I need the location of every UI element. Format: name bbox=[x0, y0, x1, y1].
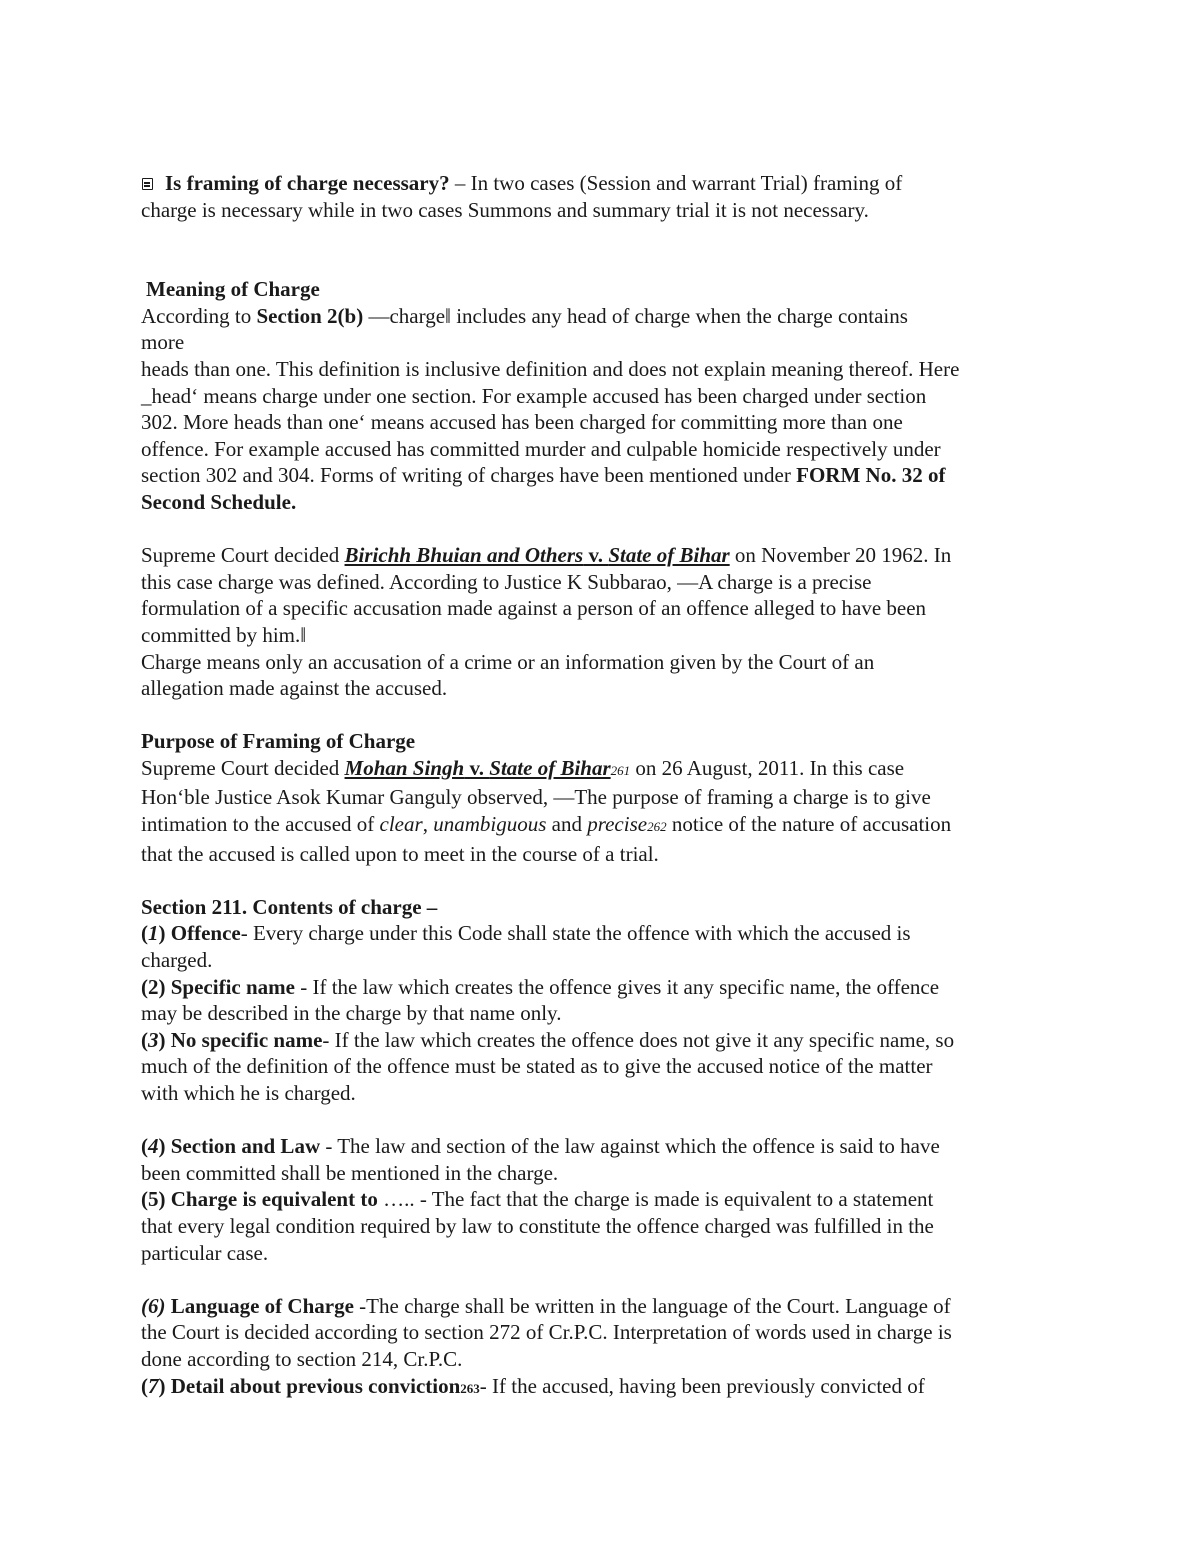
purpose-paragraph: Supreme Court decided Mohan Singh v. State of Bihar261 on 26 August, 2011. In this case Hon‘ble Justice Asok Kumar Ganguly observed, —The purpose of framing a charge is to give intimation to the accused of clear, unambiguous and precise262 notice of the nature of accusation that the accused is called upon to meet in the course of a trial. bbox=[141, 755, 952, 866]
document-body bbox=[141, 170, 1071, 1402]
meaning-heading: Meaning of Charge bbox=[146, 277, 320, 302]
purpose-heading: Purpose of Framing of Charge bbox=[141, 729, 416, 754]
footnote-ref: 261 bbox=[610, 762, 631, 778]
section-211-heading: Section 211. Contents of charge – bbox=[141, 894, 438, 919]
meaning-paragraph: According to Section 2(b) —charge‖ includes any head of charge when the charge contains more heads than one. This definition is inclusive definition and does not explain meaning thereof. Here _head‘ means charge under one section. For example accused has been charged under section 302. More heads than one‘ means accused has been charged for committing more than one offence. For example accused has committed murder and culpable homicide respectively under section 302 and 304. Forms of writing of charges have been mentioned under FORM No. 32 of Second Schedule. bbox=[141, 303, 960, 514]
intro-question: Is framing of charge necessary? bbox=[165, 171, 450, 195]
item-6: (6) Language of Charge -The charge shall be written in the language of the Court. Language of the Court is decided according to section 272 of Cr.P.C. Interpretation of words used in charge is done according to section 214, Cr.P.C. bbox=[141, 1293, 952, 1371]
item-7: (7) Detail about previous conviction263- If the accused, having been previously convicted of bbox=[141, 1373, 925, 1398]
case-citation-mohan: Mohan Singh v. State of Bihar bbox=[344, 755, 611, 780]
item-5: (5) Charge is equivalent to ….. - The fact that the charge is made is equivalent to a statement that every legal condition required by law to constitute the offence charged was fulfilled in the particular case. bbox=[141, 1187, 934, 1265]
case-citation-birichh: Birichh Bhuian and Others v. State of Bihar bbox=[344, 543, 730, 568]
item-2: (2) Specific name - If the law which creates the offence gives it any specific name, the offence may be described in the charge by that name only. bbox=[141, 974, 940, 1026]
footnote-ref: 262 bbox=[647, 819, 667, 835]
note-bullet-icon bbox=[141, 177, 153, 191]
item-4: (4) Section and Law - The law and section of the law against which the offence is said to have been committed shall be mentioned in the charge. bbox=[141, 1134, 940, 1185]
item-1: (1) Offence- Every charge under this Code shall state the offence with which the accused is charged. bbox=[141, 921, 911, 973]
intro-paragraph: Is framing of charge necessary? – In two cases (Session and warrant Trial) framing of charge is necessary while in two cases Summons and summary trial it is not necessary. bbox=[141, 171, 903, 222]
item-3: (3) No specific name- If the law which creates the offence does not give it any specific name, so much of the definition of the offence must be stated as to give the accused notice of the matter with which he is charged. bbox=[141, 1027, 955, 1105]
birichh-paragraph: Supreme Court decided Birichh Bhuian and Others v. State of Bihar on November 20 1962. In this case charge was defined. According to Justice K Subbarao, —A charge is a precise formulation of a specific accusation made against a person of an offence alleged to have been committed by him.‖ Charge means only an accusation of a crime or an information given by the Court of an allegation made against the accused. bbox=[141, 543, 952, 701]
footnote-ref: 263 bbox=[460, 1380, 480, 1396]
